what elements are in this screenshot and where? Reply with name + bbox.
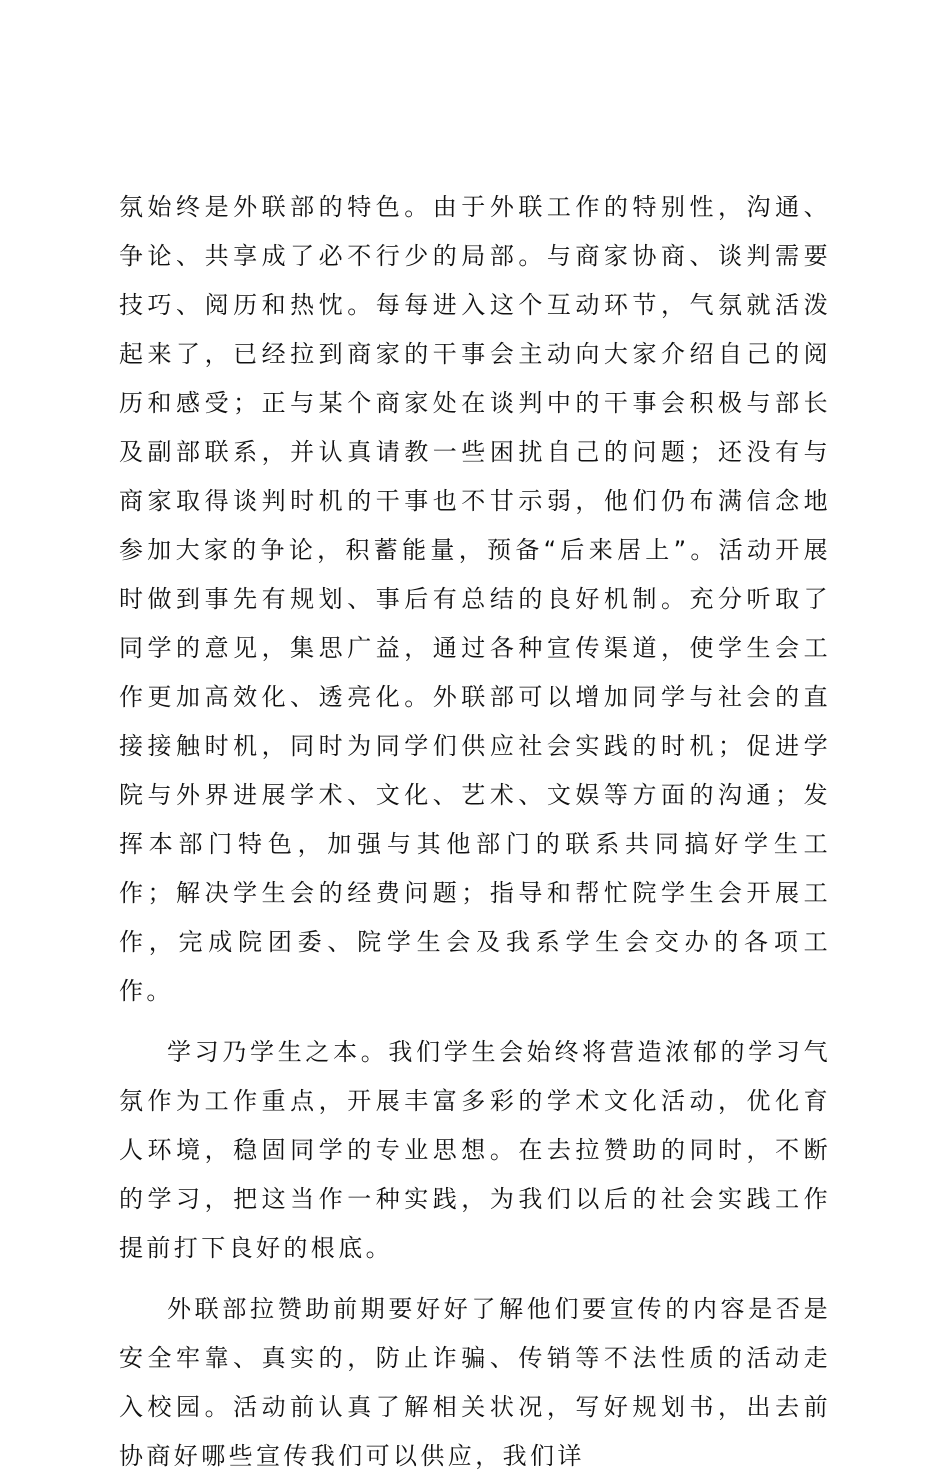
document-body <box>119 183 831 1481</box>
paragraph-3: 外联部拉赞助前期要好好了解他们要宣传的内容是否是安全牢靠、真实的，防止诈骗、传销等不法性质的活动走入校园。活动前认真了解相关状况，写好规划书，出去前协商好哪些宣传我们可以供应，我们详 <box>119 1295 831 1470</box>
paragraph-2: 学习乃学生之本。我们学生会始终将营造浓郁的学习气氛作为工作重点，开展丰富多彩的学术文化活动，优化育人环境，稳固同学的专业思想。在去拉赞助的同时，不断的学习，把这当作一种实践，为我们以后的社会实践工作提前打下良好的根底。 <box>119 1038 831 1262</box>
paragraph-1: 氛始终是外联部的特色。由于外联工作的特别性，沟通、争论、共享成了必不行少的局部。与商家协商、谈判需要技巧、阅历和热忱。每每进入这个互动环节，气氛就活泼起来了，已经拉到商家的干事会主动向大家介绍自己的阅历和感受；正与某个商家处在谈判中的干事会积极与部长及副部联系，并认真请教一些困扰自己的问题；还没有与商家取得谈判时机的干事也不甘示弱，他们仍布满信念地参加大家的争论，积蓄能量，预备“后来居上”。活动开展时做到事先有规划、事后有总结的良好机制。充分听取了同学的意见，集思广益，通过各种宣传渠道，使学生会工作更加高效化、透亮化。外联部可以增加同学与社会的直接接触时机，同时为同学们供应社会实践的时机；促进学院与外界进展学术、文化、艺术、文娱等方面的沟通；发挥本部门特色，加强与其他部门的联系共同搞好学生工作；解决学生会的经费问题；指导和帮忙院学生会开展工作，完成院团委、院学生会及我系学生会交办的各项工作。 <box>119 193 831 1005</box>
